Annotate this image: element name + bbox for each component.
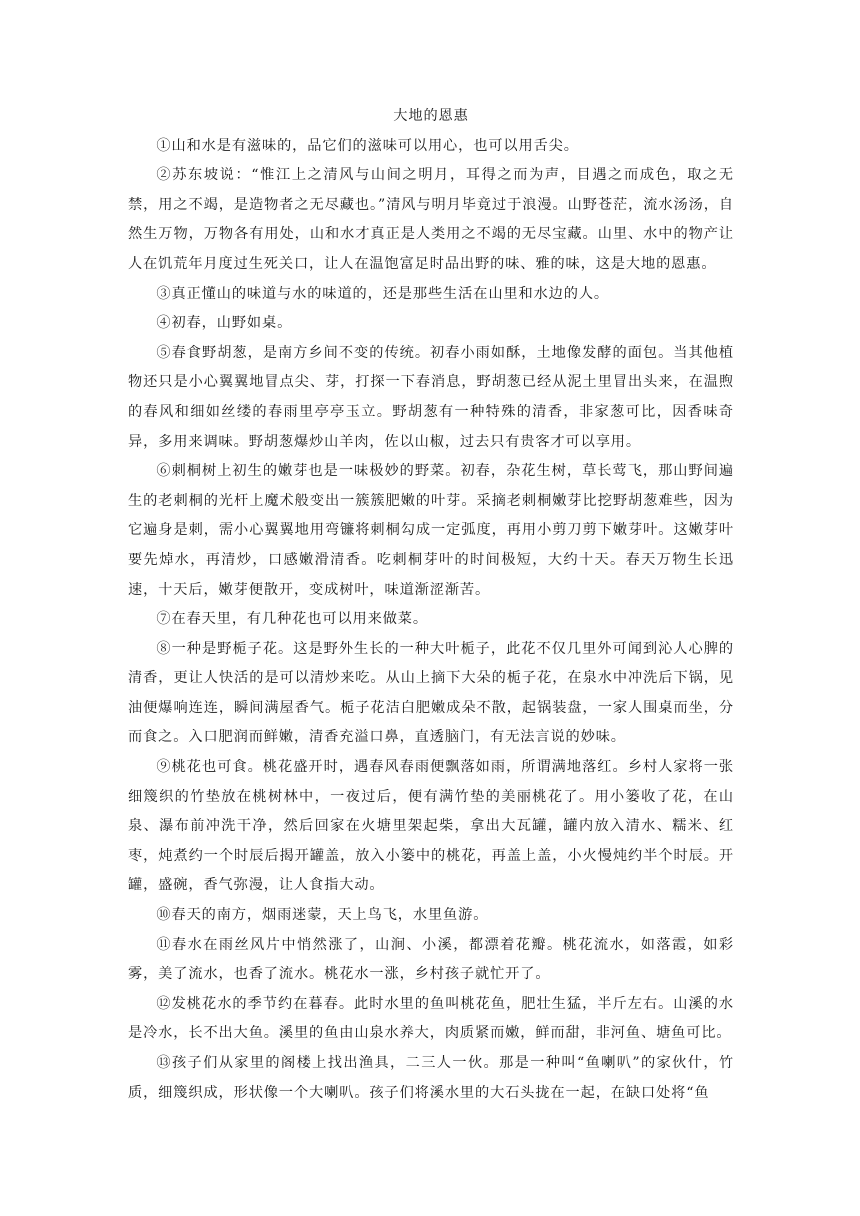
paragraph-13: ⑬孩子们从家里的阁楼上找出渔具，二三人一伙。那是一种叫“鱼喇叭”的家伙什，竹质，细篾织成，形状像一个大喇叭。孩子们将溪水里的大石头拢在一起，在缺口处将“鱼 (128, 1055, 734, 1101)
paragraph-4: ④初春，山野如桌。 (156, 315, 293, 332)
paragraph-3: ③真正懂山的味道与水的味道的，还是那些生活在山里和水边的人。 (156, 285, 610, 302)
paragraph-7: ⑦在春天里，有几种花也可以用来做菜。 (156, 611, 428, 628)
paragraph-9: ⑨桃花也可食。桃花盛开时，遇春风春雨便飘落如雨，所谓满地落红。乡村人家将一张细篾织的竹垫放在桃树林中，一夜过后，便有满竹垫的美丽桃花了。用小篓收了花，在山泉、瀑布前冲洗干净，然后回家在火塘里架起柴，拿出大瓦罐，罐内放入清水、糯米、红枣，炖煮约一个时辰后揭开罐盖，放入小篓中的桃花，再盖上盖，小火慢炖约半个时辰。开罐，盛碗，香气弥漫，让人食指大动。 (128, 759, 734, 894)
article (128, 102, 734, 1108)
paragraph-8: ⑧一种是野栀子花。这是野外生长的一种大叶栀子，此花不仅几里外可闻到沁人心脾的清香，更让人快活的是可以清炒来吃。从山上摘下大朵的栀子花，在泉水中冲洗后下锅，见油便爆响连连，瞬间满屋香气。栀子花洁白肥嫩成朵不散，起锅装盘，一家人围桌而坐，分而食之。入口肥润而鲜嫩，清香充溢口鼻，直透脑门，有无法言说的妙味。 (128, 640, 734, 746)
article-title: 大地的恩惠 (393, 108, 469, 124)
paragraph-12: ⑫发桃花水的季节约在暮春。此时水里的鱼叫桃花鱼，肥壮生猛，半斤左右。山溪的水是冷水，长不出大鱼。溪里的鱼由山泉水养大，肉质紧而嫩，鲜而甜，非河鱼、塘鱼可比。 (128, 995, 734, 1042)
paragraph-2: ②苏东坡说：“惟江上之清风与山间之明月，耳得之而为声，目遇之而成色，取之无禁，用之不竭，是造物者之无尽藏也。”清风与明月毕竟过于浪漫。山野苍茫，流水汤汤，自然生万物，万物各有用处，山和水才真正是人类用之不竭的无尽宝藏。山里、水中的物产让人在饥荒年月度过生死关口，让人在温饱富足时品出野的味、雅的味，这是大地的恩惠。 (128, 167, 734, 272)
paragraph-6: ⑥刺桐树上初生的嫩芽也是一味极妙的野菜。初春，杂花生树，草长莺飞，那山野间遍生的老刺桐的光杆上魔术般变出一簇簇肥嫩的叶芽。采摘老刺桐嫩芽比挖野胡葱难些，因为它遍身是刺，需小心翼翼地用弯镰将刺桐勾成一定弧度，再用小剪刀剪下嫩芽叶。这嫩芽叶要先焯水，再清炒，口感嫩滑清香。吃刺桐芽叶的时间极短，大约十天。春天万物生长迅速，十天后，嫩芽便散开，变成树叶，味道渐涩渐苦。 (128, 463, 734, 598)
paragraph-11: ⑪春水在雨丝风片中悄然涨了，山涧、小溪，都漂着花瓣。桃花流水，如落霞，如彩雾，美了流水，也香了流水。桃花水一涨，乡村孩子就忙开了。 (128, 936, 734, 983)
paragraph-5: ⑤春食野胡葱，是南方乡间不变的传统。初春小雨如酥，土地像发酵的面包。当其他植物还只是小心翼翼地冒点尖、芽，打探一下春消息，野胡葱已经从泥土里冒出头来，在温煦的春风和细如丝缕的春雨里亭亭玉立。野胡葱有一种特殊的清香，非家葱可比，因香味奇异，多用来调味。野胡葱爆炒山羊肉，佐以山椒，过去只有贵客才可以享用。 (128, 344, 734, 450)
paragraph-10: ⑩春天的南方，烟雨迷蒙，天上鸟飞，水里鱼游。 (156, 907, 489, 924)
paragraph-1: ①山和水是有滋味的，品它们的滋味可以用心，也可以用舌尖。 (156, 137, 579, 154)
